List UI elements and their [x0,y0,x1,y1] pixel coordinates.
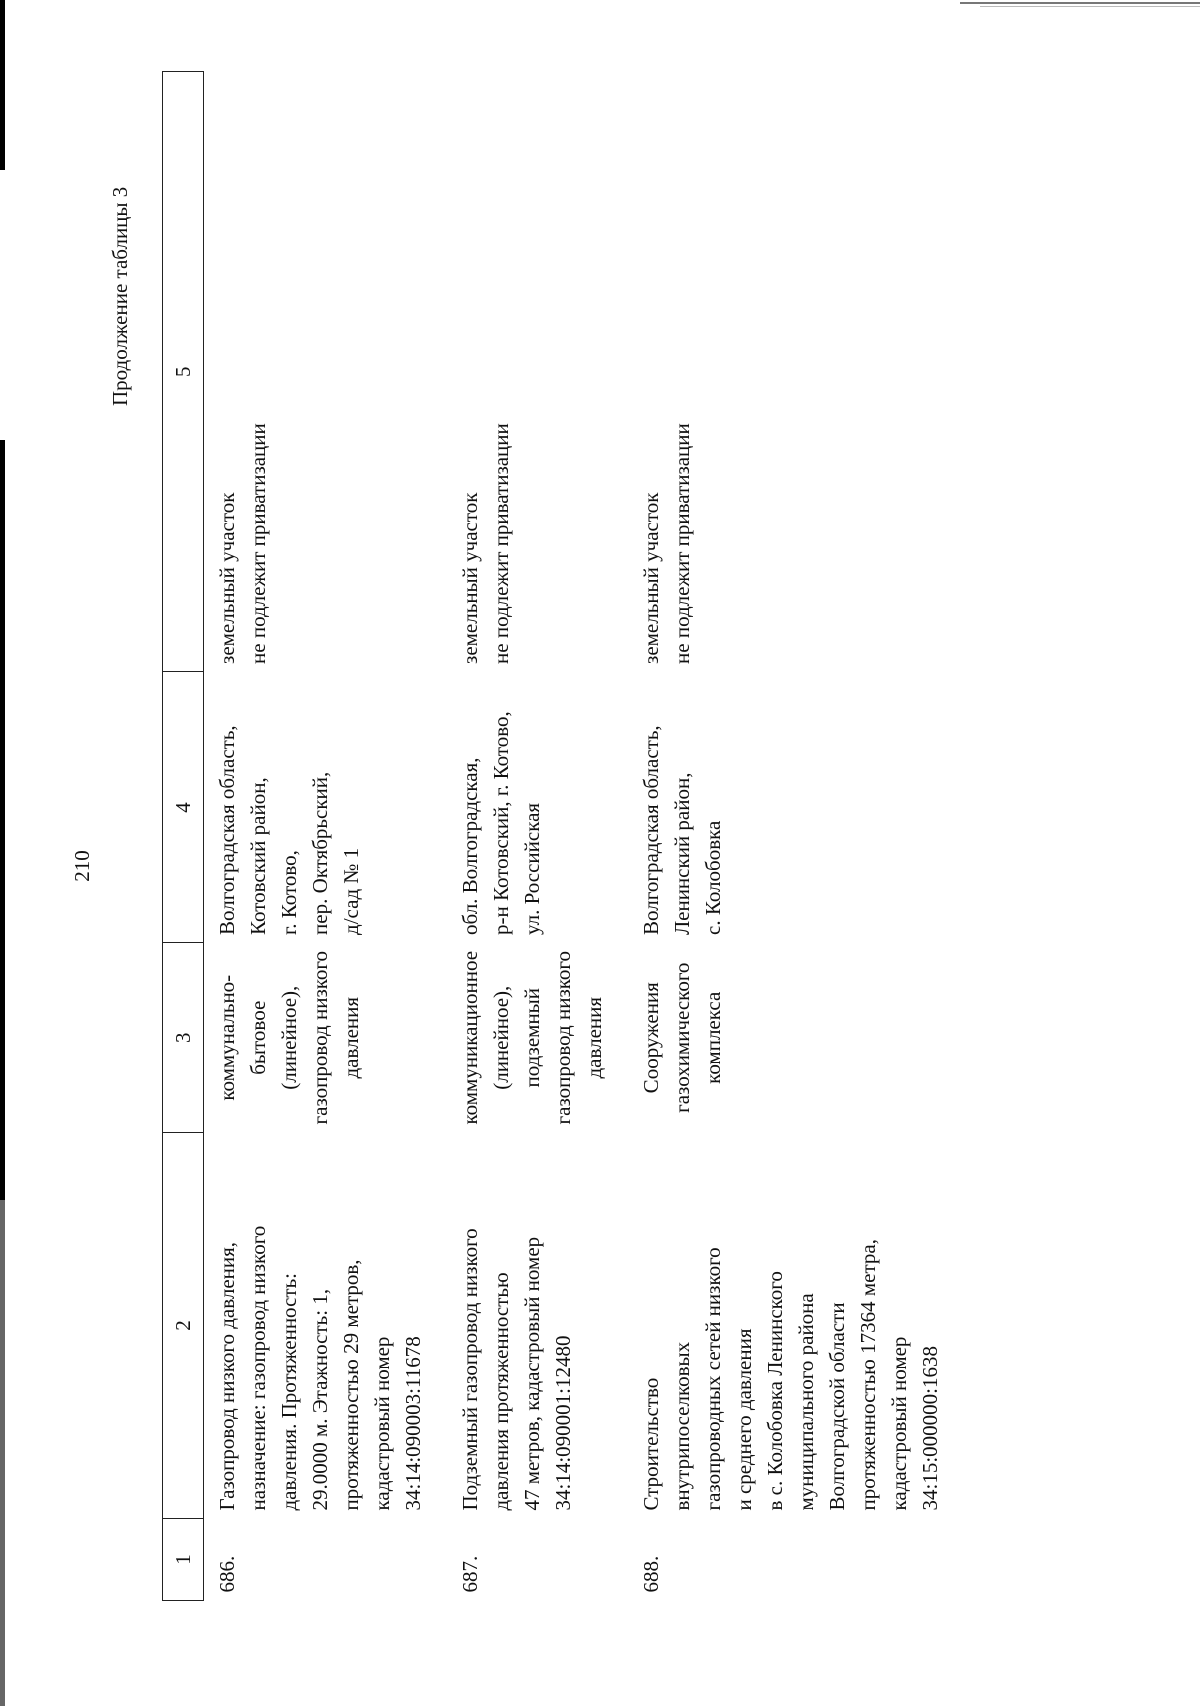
object-address: Волгоградская область, Ленинский район, с. Колобовка [639,725,725,935]
object-address: Волгоградская область, Котовский район, г. Котово, пер. Октябрьский, д/сад № 1 [215,725,363,935]
object-address: обл. Волгоградская, р-н Котовский, г. Котово, ул. Российская [458,711,544,935]
object-note: земельный участок не подлежит приватизации [639,423,694,664]
table-caption: Продолжение таблицы 3 [108,186,132,406]
column-header-1: 1 [163,1519,204,1601]
row-number: 686. [215,1555,239,1593]
table-row [204,72,448,1601]
column-header-3: 3 [163,943,204,1133]
object-purpose: коммунально- бытовое (линейное), газопровод низкого давления [215,951,363,1125]
object-purpose: Сооружения газохимического комплекса [639,962,725,1113]
object-note: земельный участок не подлежит приватизации [458,423,513,664]
object-name: Строительство внутрипоселковых газопроводных сетей низкого и среднего давления в с. Колобовка Ленинского муниципального района Волгоградской области протяженностью 17364 метра, кадастровый номер 34:15:000000:1638 [639,1239,942,1511]
object-note: земельный участок не подлежит приватизации [215,423,270,664]
header-row [163,72,204,1601]
object-purpose: коммуникационное (линейное), подземный газопровод низкого давления [458,950,606,1125]
page-number: 210 [70,850,94,882]
table-row [447,72,628,1601]
object-name: Подземный газопровод низкого давления протяженностью 47 метров, кадастровый номер 34:14:090001:12480 [458,1228,575,1511]
row-number: 688. [639,1555,663,1593]
registry-table [162,71,964,1601]
object-name: Газопровод низкого давления, назначение: газопровод низкого давления. Протяженность: 29.0000 м. Этажность: 1, протяженностью 29 метров, кадастровый номер 34:14:090003:11678 [215,1225,425,1511]
column-header-5: 5 [163,72,204,672]
table-row [628,72,964,1601]
column-header-2: 2 [163,1133,204,1519]
row-number: 687. [458,1555,482,1593]
column-header-4: 4 [163,672,204,943]
